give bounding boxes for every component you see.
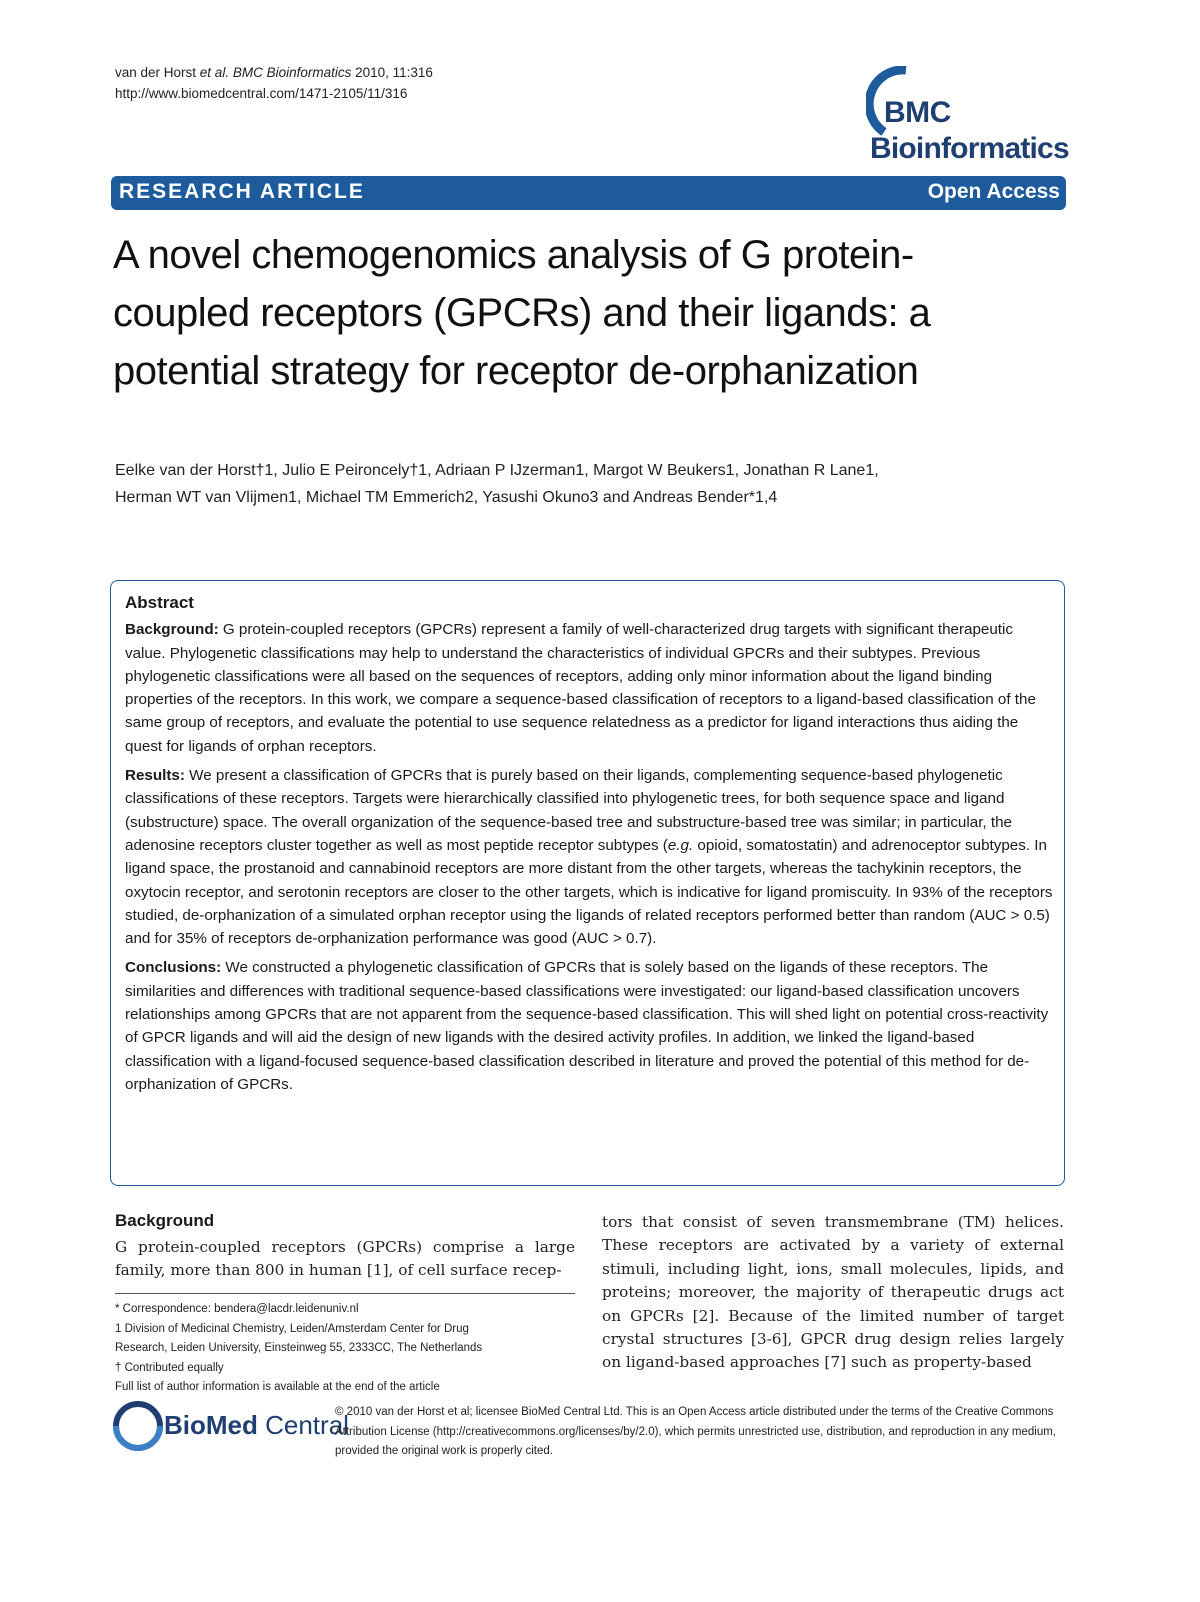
body-column-right: tors that consist of seven transmembrane (TM) helices. These receptors are activated by a variety of external stimuli, including light, ions, small molecules, lipids, and proteins; moreover, the majority of therapeutic drugs act on GPCRs [2]. Because of the limited number of target crystal structures [3-6], GPCR drug design relies largely on ligand-based approaches [7] such as property-based [602,1213,1064,1372]
correspondence-note: * Correspondence: bendera@lacdr.leidenuniv.nl [115,1303,359,1315]
journal-logo [866,66,1069,176]
section-heading-background: Background [115,1211,215,1230]
abstract-results: Results: We present a classification of GPCRs that is purely based on their ligands, complementing sequence-based phylogenetic classifications of these receptors. Targets were hierarchically classified into phylogenetic trees, for both sequence space and ligand (substructure) space. The overall organization of the sequence-based tree and substructure-based tree was similar; in particular, the adenosine receptors cluster together as well as most peptide receptor subtypes (e.g. opioid, somatostatin) and adrenoceptor subtypes. In ligand space, the prostanoid and cannabinoid receptors are more distant from the other targets, whereas the tachykinin receptors, the oxytocin receptor, and serotonin receptors are closer to the other targets, which is indicative for ligand promiscuity. In 93% of the receptors studied, de-orphanization of a simulated orphan receptor using the ligands of related receptors performed better than random (AUC > 0.5) and for 35% of receptors de-orphanization performance was good (AUC > 0.7). [125,767,1053,948]
author-list [115,457,1065,511]
open-access-label: Open Access [927,180,1060,203]
article-title: A novel chemogenomics analysis of G protein-coupled receptors (GPCRs) and their ligands: a potential strategy for receptor de-orphanization [113,233,931,393]
article-type-banner [111,176,1066,210]
publisher-logo [110,1400,349,1456]
journal-logo-bmc: BMC [884,96,951,129]
abstract-content [125,591,1053,1102]
footnotes [115,1300,585,1398]
body-column-left: G protein-coupled receptors (GPCRs) comprise a large family, more than 800 in human [1], of cell surface recep- [115,1238,575,1280]
footnote-divider [115,1293,575,1294]
abstract-box [110,580,1065,1186]
author-line-1: Eelke van der Horst†1, Julio E Peironcely†1, Adriaan P IJzerman1, Margot W Beukers1, Jonathan R Lane1, [115,462,879,479]
citation-header [115,62,433,104]
citation-line: van der Horst et al. BMC Bioinformatics 2010, 11:316 [115,65,433,80]
author-line-2: Herman WT van Vlijmen1, Michael TM Emmerich2, Yasushi Okuno3 and Andreas Bender*1,4 [115,489,778,506]
publisher-name: Central [257,1410,349,1440]
affiliation-note: Research, Leiden University, Einsteinweg 55, 2333CC, The Netherlands [115,1342,483,1354]
journal-logo-name: Bioinformatics [870,132,1069,165]
article-type-label: RESEARCH ARTICLE [119,180,365,203]
abstract-heading: Abstract [125,593,194,612]
equal-contribution-note: † Contributed equally [115,1361,224,1374]
citation-url[interactable]: http://www.biomedcentral.com/1471-2105/11/316 [115,86,408,101]
affiliation-note: 1 Division of Medicinal Chemistry, Leiden/Amsterdam Center for Drug [115,1322,469,1335]
publisher-name-bold: BioMed [164,1410,258,1440]
abstract-conclusions: Conclusions: We constructed a phylogenetic classification of GPCRs that is solely based on the ligands of these receptors. The similarities and differences with traditional sequence-based classifications were investigated: our ligand-based classification uncovers relationships among GPCRs that are not apparent from the sequence-based classification. This will shed light on potential cross-reactivity of GPCR ligands and will aid the design of new ligands with the desired activity profiles. In addition, we linked the ligand-based classification with a ligand-focused sequence-based classification described in literature and proved the potential of this method for de-orphanization of GPCRs. [125,959,1049,1093]
abstract-background: Background: G protein-coupled receptors (GPCRs) represent a family of well-characterized drug targets with significant therapeutic value. Phylogenetic classifications may help to understand the characteristics of individual GPCRs and their subtypes. Previous phylogenetic classifications were all based on the sequences of receptors, adding only minor information about the ligand binding properties of the receptors. In this work, we compare a sequence-based classification of receptors to a ligand-based classification of the same group of receptors, and evaluate the potential to use sequence relatedness as a predictor for ligand interactions thus aiding the quest for ligands of orphan receptors. [125,621,1036,755]
license-text: © 2010 van der Horst et al; licensee BioMed Central Ltd. This is an Open Access article distributed under the terms of the Creative Commons Attribution License (http://creativecommons.org/licenses/by/2.0), which permits unrestricted use, distribution, and reproduction in any medium, provided the original work is properly cited. [335,1406,1057,1457]
author-info-note: Full list of author information is available at the end of the article [115,1381,440,1393]
